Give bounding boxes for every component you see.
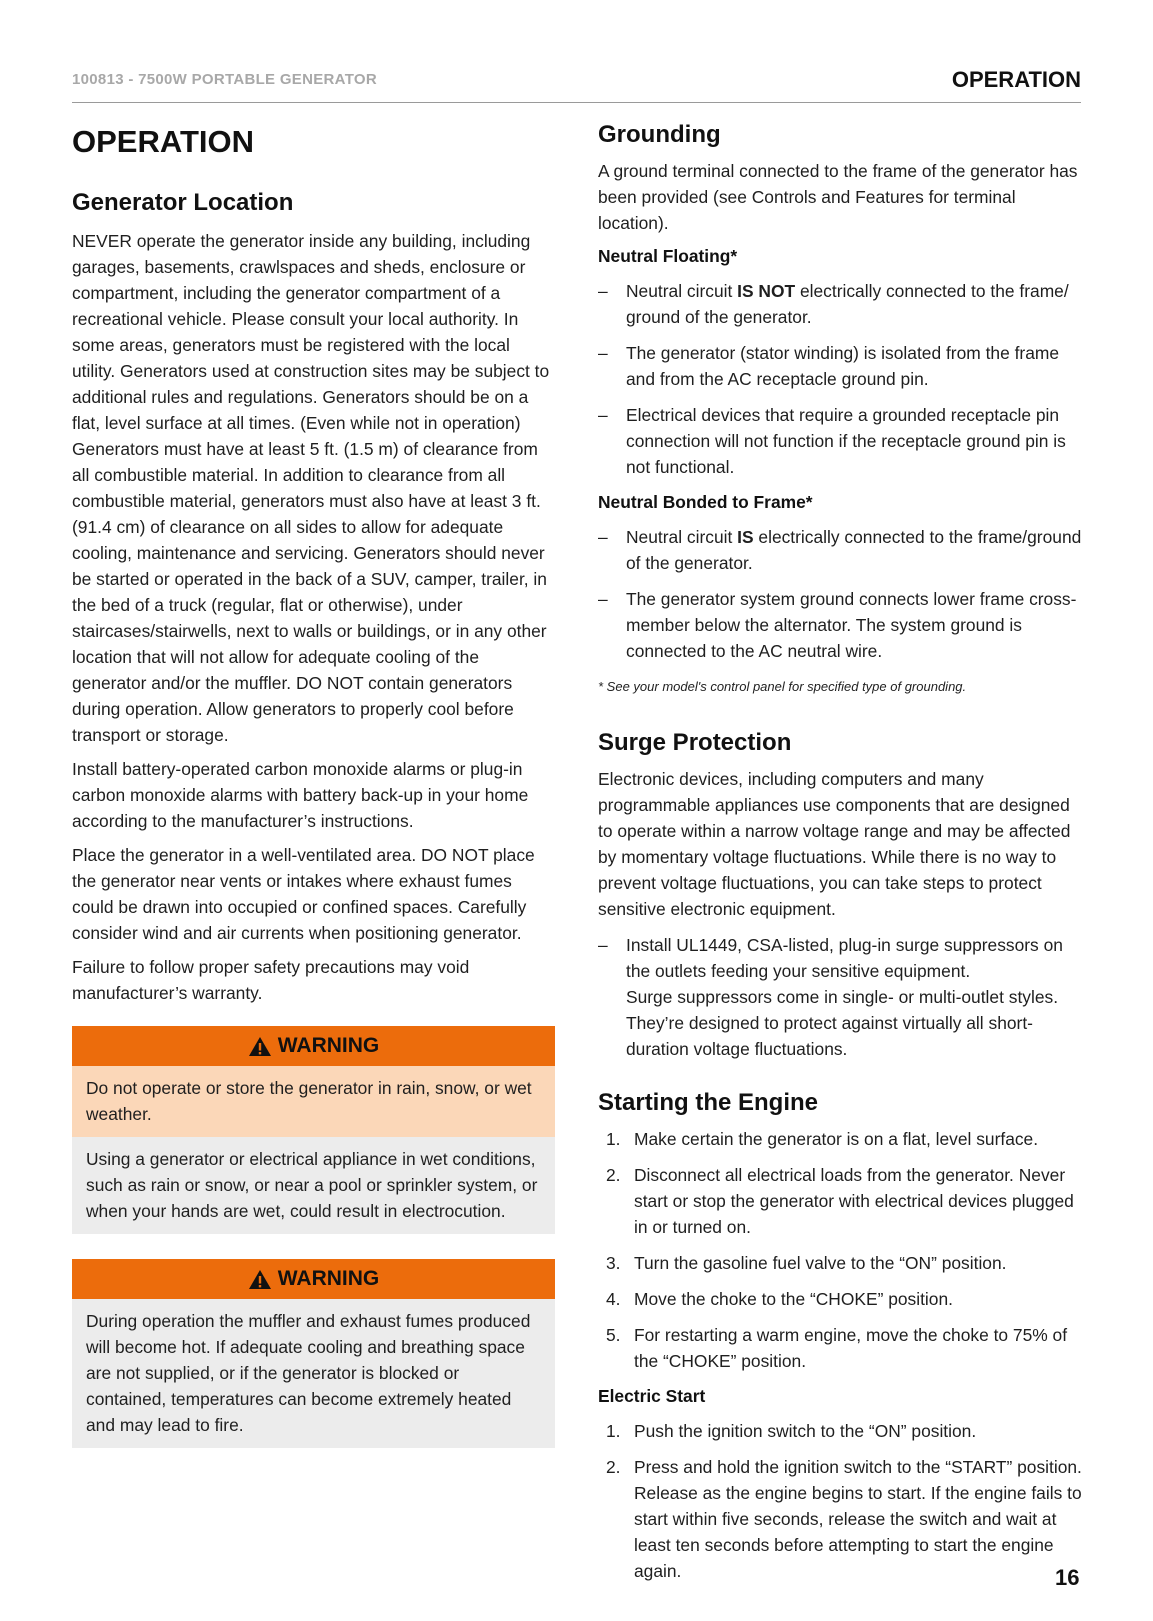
location-paragraph-4: Failure to follow proper safety precautions may void manufacturer’s warranty. — [72, 957, 470, 1003]
warning-text: During operation the muffler and exhaust fumes produced will become hot. If adequate cooling and breathing space are not supplied, or if the generator is blocked or contained, temperatures can become extremely heated and may lead to fire. — [86, 1311, 531, 1435]
surge-list — [598, 932, 1083, 1062]
list-item: 4. Move the choke to the “CHOKE” position. — [606, 1289, 953, 1309]
list-item: 5. For restarting a warm engine, move the choke to 75% of the “CHOKE” position. — [606, 1325, 1068, 1371]
warning-header — [72, 1259, 555, 1299]
left-column — [72, 118, 555, 1448]
warning-label: WARNING — [277, 1267, 380, 1290]
neutral-floating-heading: Neutral Floating* — [598, 246, 738, 266]
list-item: 1. Make certain the generator is on a flat, level surface. — [606, 1129, 1039, 1149]
dash-marker: – — [598, 405, 608, 425]
list-item: – Install UL1449, CSA-listed, plug-in surge suppressors on the outlets feeding your sensitive equipment. Surge suppressors come in single- or multi-outlet styles. They’re designed to protect against virtually all short-duration voltage fluctuations. — [598, 932, 1083, 1062]
location-paragraph-3: Place the generator in a well-ventilated area. DO NOT place the generator near vents or intakes where exhaust fumes could be drawn into occupied or confined spaces. Carefully consider wind and air currents when positioning generator. — [72, 845, 535, 943]
generator-location-heading: Generator Location — [72, 189, 294, 216]
page-title: OPERATION — [72, 124, 254, 159]
warning-triangle-icon — [248, 1036, 272, 1057]
list-item: – The generator (stator winding) is isolated from the frame and from the AC receptacle ground pin. — [598, 340, 1083, 392]
warning-text: Using a generator or electrical appliance in wet conditions, such as rain or snow, or near a pool or sprinkler system, or when your hands are wet, could result in electrocution. — [86, 1149, 538, 1221]
electric-start-list — [598, 1418, 1083, 1584]
grounding-heading: Grounding — [598, 121, 721, 148]
electric-start-heading: Electric Start — [598, 1386, 706, 1406]
list-item: – The generator system ground connects lower frame cross-member below the alternator. The system ground is connected to the AC neutral wire. — [598, 586, 1083, 664]
list-item: 2. Disconnect all electrical loads from the generator. Never start or stop the generator with electrical devices plugged in or turned on. — [606, 1165, 1074, 1237]
list-item: – Neutral circuit IS electrically connected to the frame/ground of the generator. — [598, 524, 1083, 576]
grounding-paragraph: A ground terminal connected to the frame of the generator has been provided (see Controls and Features for terminal location). — [598, 161, 1078, 233]
dash-marker: – — [598, 527, 608, 547]
neutral-floating-list — [598, 278, 1083, 480]
neutral-bonded-heading: Neutral Bonded to Frame* — [598, 492, 813, 512]
location-paragraph-1: NEVER operate the generator inside any building, including garages, basements, crawlspaces and sheds, enclosure or compartment, including the generator compartment of a recreational vehicle. Please consult your local authority. In some areas, generators must be registered with the local utility. Generators used at construction sites may be subject to additional rules and regulations. Generators should be on a flat, level surface at all times. (Even while not in operation) Generators must have at least 5 ft. (1.5 m) of clearance from all combustible material. In addition to clearance from all combustible material, generators must also have at least 3 ft. (91.4 cm) of clearance on all sides to allow for adequate cooling, maintenance and servicing. Generators should never be started or operated in the back of a SUV, camper, trailer, in the bed of a truck (regular, flat or otherwise), under staircases/stairwells, next to walls or buildings, or in any other location that will not allow for adequate cooling of the generator and/or the muffler. DO NOT contain generators during operation. Allow generators to properly cool before transport or storage. — [72, 231, 550, 745]
surge-paragraph: Electronic devices, including computers and many programmable appliances use components that are designed to operate within a narrow voltage range and may be affected by momentary voltage fluctuations. While there is no way to prevent voltage fluctuations, you can take steps to protect sensitive electronic equipment. — [598, 769, 1071, 919]
dash-marker: – — [598, 281, 608, 301]
location-paragraph-2: Install battery-operated carbon monoxide alarms or plug-in carbon monoxide alarms with battery back-up in your home according to the manufacturer’s instructions. — [72, 759, 529, 831]
document-id: 100813 - 7500W PORTABLE GENERATOR — [72, 71, 377, 88]
list-item: 2. Press and hold the ignition switch to the “START” position. Release as the engine begins to start. If the engine fails to start within five seconds, release the switch and wait at least ten seconds before attempting to start the engine again. — [606, 1457, 1082, 1581]
warning-primary-text — [72, 1066, 555, 1137]
surge-protection-heading: Surge Protection — [598, 729, 792, 756]
warning-header — [72, 1026, 555, 1066]
starting-engine-heading: Starting the Engine — [598, 1089, 819, 1116]
dash-marker: – — [598, 589, 608, 609]
page-header — [72, 66, 1081, 103]
right-column — [598, 118, 1083, 1594]
list-item: 3. Turn the gasoline fuel valve to the “ON” position. — [606, 1253, 1007, 1273]
list-item: – Neutral circuit IS NOT electrically connected to the frame/ ground of the generator. — [598, 278, 1083, 330]
warning-box-hot-muffler — [72, 1259, 555, 1448]
warning-box-wet-weather — [72, 1026, 555, 1234]
warning-triangle-icon — [248, 1269, 272, 1290]
warning-label: WARNING — [277, 1034, 380, 1057]
dash-marker: – — [598, 343, 608, 363]
warning-text-panel — [72, 1299, 555, 1448]
warning-secondary-text — [72, 1137, 555, 1234]
starting-steps-list — [598, 1126, 1083, 1374]
warning-text: Do not operate or store the generator in rain, snow, or wet weather. — [86, 1078, 532, 1124]
page-number: 16 — [1055, 1565, 1080, 1590]
neutral-bonded-list — [598, 524, 1083, 664]
grounding-footnote: * See your model's control panel for specified type of grounding. — [598, 679, 967, 694]
dash-marker: – — [598, 935, 608, 955]
list-item: – Electrical devices that require a grounded receptacle pin connection will not function if the receptacle ground pin is not functional. — [598, 402, 1083, 480]
list-item: 1. Push the ignition switch to the “ON” position. — [606, 1421, 977, 1441]
header-section-title: OPERATION — [951, 67, 1081, 92]
